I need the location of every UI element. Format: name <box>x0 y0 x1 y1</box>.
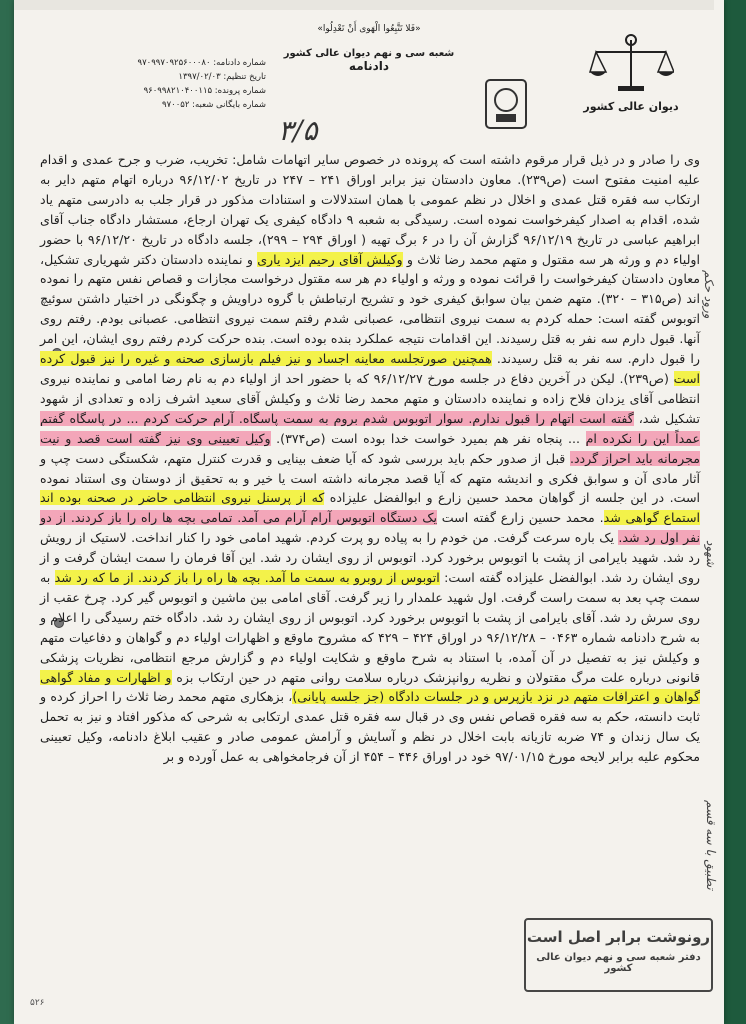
page-code: ۵۲۶ <box>30 998 45 1008</box>
header-center <box>274 24 464 73</box>
scales-of-justice-icon <box>588 32 674 94</box>
document-header <box>14 18 724 148</box>
body-paragraph: وی را صادر و در ذیل قرار مرقوم داشته است که پرونده در خصوص سایر اتهامات شامل: تخریب، ضرب و جرح عمدی و اقدام علیه امنیت مفتوح است (ص۲۳۹). معاون دادستان نیز برابر اوراق ۲۴۱ – ۲۴۷ در تاریخ ۹۶/۱۲/۰۲ درباره اتهام متهم دایر به ارتکاب سه فقره قتل عمدی و اخلال در نظم عمومی با همان استدلالات و استنادات مذکور در قرار جلب به دادرسی متهم یاد شده، اقدام به اصدار کیفرخواست نموده است. رسیدگی به شعبه ۹ دادگاه کیفری یک تهران ارجاع، مستشار دادگاه جناب آقای ابراهیم عباسی در تاریخ ۹۶/۱۲/۱۹ گزارش آن را در ۶ برگ تهیه ( اوراق ۲۹۴ – ۲۹۹)، جلسه دادگاه در تاریخ ۹۶/۱۲/۲۰ با حضور اولیاء دم و ورثه هر سه مقتول و متهم محمد رضا ثلاث و وکیلش آقای رحیم ایزد یاری و نماینده دادستان دکتر شهریاری تشکیل، معاون دادستان کیفرخواست را قرائت نموده و ورثه و اولیاء دم هر سه مقتول درخواست مجازات و قصاص نفس متهم را نموده اند (ص۳۱۵ – ۳۲۰). متهم ضمن بیان سوابق کیفری خود و تشریح ارتباطش با گروه دراویش و چگونگی در اختیار داشتن سوئیچ اتوبوس گفته است: حمله کردم به سمت نیروی انتظامی، عصبانی شدم رفتم سمت نیروی انتظامی. عصبانی بودم. رفتم روی آنها. قبول دارم سه نفر به قتل رسیدند. این اقدامات نتیجه عملکرد بنده بوده است. بنده حرکت کردم رفتم روی ایشان، این امر را قبول دارم. سه نفر به قتل رسیدند. همچنین صورتجلسه معاینه اجساد و نیز فیلم بازسازی صحنه و غیره را نیز قبول کرده است (ص۲۳۹). لیکن در آخرین دفاع در جلسه مورخ ۹۶/۱۲/۲۷ که با حضور احد از اولیاء دم به نام رضا امامی و نماینده نیروی انتظامی آقای یزدان فلاح زاده و نماینده دادستان و متهم محمد رضا ثلاث و وکیلش آقای سعید اشرف زاده و تعدادی از شهود تشکیل شد، گفته است اتهام را قبول ندارم. سوار اتوبوس شدم بروم به سمت پاسگاه. آرام حرکت کردم ... در پاسگاه گفتم عمداً این را نکرده ام ... پنجاه نفر هم بمیرد خواست خدا بوده است (ص۳۷۴). وکیل تعیینی وی نیز گفته است قصد و نیت مجرمانه باید احراز گردد. قبل از صدور حکم باید بررسی شود که آیا ضعف بینایی و قدرت کنترل متهم، شکستگی دست چپ و آثار مادی آن و سوابق فکری و اندیشه متهم که آیا قصد مجرمانه داشته است یا خیر و به تحقیق از دوستان وی استناد نموده است. در این جلسه از گواهان محمد حسین زارع و ابوالفضل علیزاده که از پرسنل نیروی انتظامی حاضر در صحنه بوده اند استماع گواهی شد. محمد حسین زارع گفته است یک دستگاه اتوبوس آرام آرام می آمد. تمامی بچه ها راه را باز کردند. از دو نفر اول رد شد. یک باره سرعت گرفت. من خودم را به پیاده رو پرت کردم. شهید امامی خود را کنار انداخت. لاستیک از رویش رد شد. شهید بایرامی از پشت با اتوبوس برخورد کرد. اتوبوس از روی ایشان رد شد. این آقا فرمان را سمت ایشان گرفت و از روی ایشان رد شد. ابوالفضل علیزاده گفته است: اتوبوس از روبرو به سمت ما آمد. بچه ها راه را باز کردند. از ما که رد شد به سمت چپ بعد به سمت راست گرفت. اول شهید علمدار را زیر گرفت. آقای امامی بین ماشین و اتوبوس گیر کرد. چرخ عقب از روی سرش رد شد. آقای بایرامی از پشت با اتوبوس برخورد کرد. اتوبوس از روی ایشان رد شد. دادگاه ختم رسیدگی را اعلام و به شرح دادنامه شماره ۰۴۶۳ – ۹۶/۱۲/۲۸ در اوراق ۴۲۴ – ۴۲۹ که مشروح ماوقع و اظهارات اولیاء دم و گواهان و دفاعیات متهم و وکیلش نیز به تفصیل در آن آمده، با استناد به شرح ماوقع و شکایت اولیاء دم و گزارش مرجع انتظامی، نظریات پزشکی قانونی درباره علت مرگ مقتولان و نظریه روانپزشک درباره سلامت روانی متهم در حین ارتکاب بزه و اظهارات و مفاد گواهی گواهان و اعترافات متهم در نزد بازپرس و در جلسات دادگاه (جز جلسه پایانی)، بزهکاری متهم محمد رضا ثلاث را احراز کرده و ثابت دانسته، حکم به سه فقره قصاص نفس وی در قبال سه فقره قتل عمدی ارتکابی به شرحی که مذکور افتاد و نیز به تحمل یک سال زندان و ۷۴ ضربه تازیانه بابت اخلال در نظم و آسایش و آرامش عمومی صادر و عقیب ابلاغ دادنامه، وکیل تعیینی محکوم علیه برابر لایحه مورخ ۹۷/۰۱/۱۵ خود در اوراق ۴۴۶ – ۴۵۴ از آن فرجامخواهی به عمل آورده و بر <box>40 152 701 765</box>
highlight: همچنین صورتجلسه معاینه اجساد و نیز فیلم بازسازی صحنه و غیره را نیز قبول کرده است <box>40 351 701 386</box>
verdict-body <box>40 150 700 767</box>
quran-verse: «فَلا تَتَّبِعُوا الْهَوی أَنْ تَعْدِلُوا» <box>317 24 421 34</box>
highlight: اتوبوس از روبرو به سمت ما آمد. بچه ها راه را باز کردند. از ما که رد شد <box>54 570 440 586</box>
branch-name: شعبه سی و نهم دیوان عالی کشور <box>283 48 455 59</box>
document-page <box>14 0 724 1024</box>
court-title: دیوان عالی کشور <box>583 100 679 113</box>
handwritten-page-number: ۳/۵ <box>278 114 318 147</box>
highlight: و اظهارات و مفاد گواهی گواهان و اعترافات متهم در نزد بازپرس و در جلسات دادگاه (جز جلسه پایانی) <box>40 669 700 705</box>
judiciary-logo-icon <box>484 78 528 130</box>
meta-verdict-number: شماره دادنامه: ۹۷۰۹۹۷۰۹۲۵۶۰۰۰۸۰ <box>137 58 266 68</box>
green-folder-edge <box>724 0 746 1024</box>
highlight: وکیلش آقای رحیم ایزد یاری <box>257 251 403 267</box>
certified-copy-stamp: رونوشت برابر اصل است دفتر شعبه سی و نهم دیوان عالی کشور <box>524 918 713 992</box>
court-emblem-block <box>556 32 706 113</box>
meta-case-number: شماره پرونده: ۹۶۰۹۹۸۲۱۰۴۰۰۱۱۵ <box>143 86 266 96</box>
highlight: وکیل تعیینی وی نیز گفته است قصد و نیت مجرمانه باید احراز گردد. <box>40 430 701 466</box>
highlight: یک دستگاه اتوبوس آرام آرام می آمد. تمامی بچه ها راه را باز کردند. از دو نفر اول رد شد. <box>40 510 700 546</box>
margin-note: شهود <box>704 540 718 568</box>
margin-note: ورود حکم <box>702 270 716 319</box>
document-meta <box>36 56 266 112</box>
highlight: که از پرسنل نیروی انتظامی حاضر در صحنه بوده اند استماع گواهی شد <box>40 490 700 526</box>
document-type: دادنامه <box>348 59 390 73</box>
page-top-strip <box>14 0 714 10</box>
margin-note: تطبیق با سه قسم <box>704 800 718 890</box>
meta-date: تاریخ تنظیم: ۱۳۹۷/۰۲/۰۳ <box>178 72 266 82</box>
highlight: گفته است اتهام را قبول ندارم. سوار اتوبوس شدم بروم به سمت پاسگاه. آرام حرکت کردم ... در پاسگاه گفتم عمداً این را نکرده ام <box>40 410 700 446</box>
meta-archive-number: شماره بایگانی شعبه: ۹۷۰۰۵۲ <box>162 100 266 110</box>
